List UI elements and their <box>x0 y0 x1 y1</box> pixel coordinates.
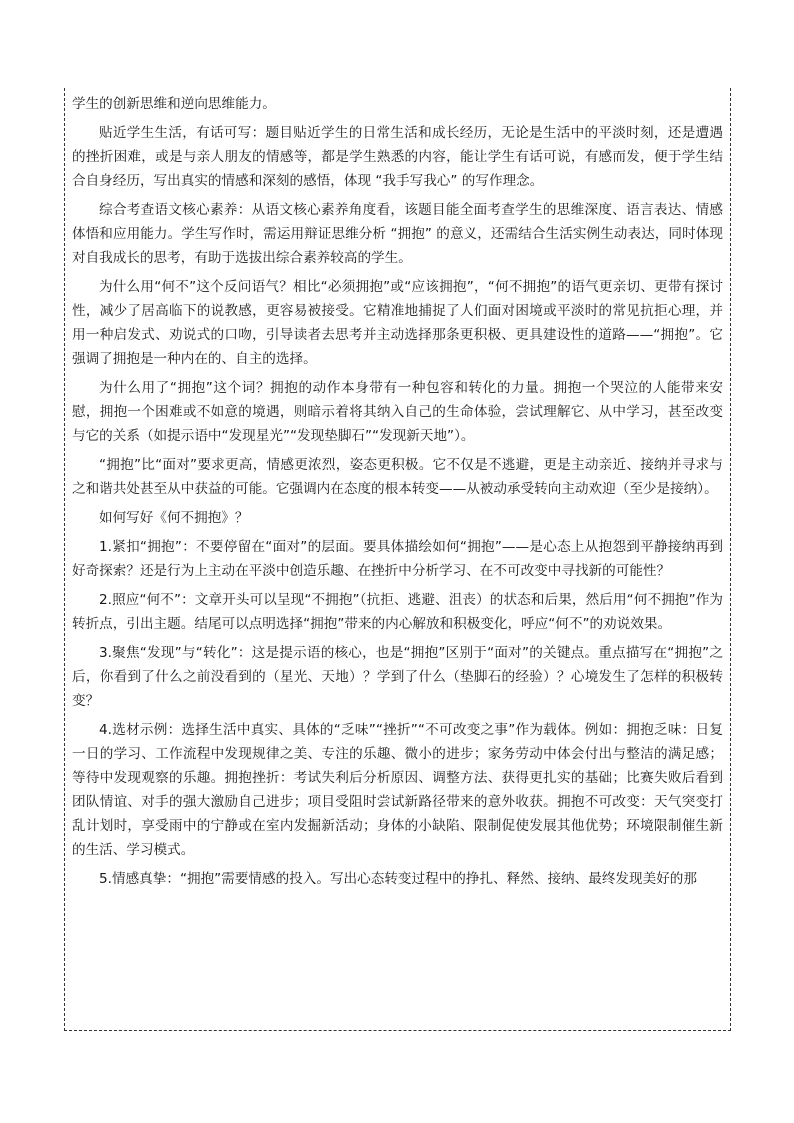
left-dashed-border <box>64 88 65 1031</box>
paragraph: 如何写好《何不拥抱》？ <box>99 510 249 526</box>
document-body <box>72 92 723 891</box>
paragraph: “拥抱”比“面对”要求更高，情感更浓烈，姿态更积极。它不仅是不逃避，更是主动亲近、接纳并寻求与之和谐共处甚至从中获益的可能。它强调内在态度的根本转变——从被动承受转向主动欢迎（至少是接纳）。 <box>72 457 723 497</box>
paragraph: 5.情感真挚：“拥抱”需要情感的投入。写出心态转变过程中的挣扎、释然、接纳、最终发现美好的那 <box>99 871 697 887</box>
paragraph: 3.聚焦“发现”与“转化”：这是提示语的核心，也是“拥抱”区别于“面对”的关键点。重点描写在“拥抱”之后，你看到了什么之前没看到的（星光、天地）？学到了什么（垫脚石的经验）？心境发生了怎样的积极转变？ <box>72 645 723 709</box>
paragraph: 1.紧扣“拥抱”：不要停留在“面对”的层面。要具体描绘如何“拥抱”——是心态上从抱怨到平静接纳再到好奇探索？还是行为上主动在平淡中创造乐趣、在挫折中分析学习、在不可改变中寻找新的可能性？ <box>72 539 723 579</box>
paragraph: 2.照应“何不”：文章开头可以呈现“不拥抱”（抗拒、逃避、沮丧）的状态和后果，然后用“何不拥抱”作为转折点，引出主题。结尾可以点明选择“拥抱”带来的内心解放和积极变化，呼应“何不”的劝说效果。 <box>72 592 723 632</box>
right-dashed-border <box>730 88 731 1031</box>
paragraph: 4.选材示例：选择生活中真实、具体的“乏味”“挫折”“不可改变之事”作为载体。例如：拥抱乏味：日复一日的学习、工作流程中发现规律之美、专注的乐趣、微小的进步；家务劳动中体会付出与整洁的满足感；等待中发现观察的乐趣。拥抱挫折：考试失利后分析原因、调整方法、获得更扎实的基础；比赛失败后看到团队情谊、对手的强大激励自己进步；项目受阻时尝试新路径带来的意外收获。拥抱不可改变：天气突变打乱计划时，享受雨中的宁静或在室内发掘新活动；身体的小缺陷、限制促使发展其他优势；环境限制催生新的生活、学习模式。 <box>72 722 723 858</box>
paragraph: 学生的创新思维和逆向思维能力。 <box>72 96 276 112</box>
paragraph: 为什么用“何不”这个反问语气？相比“必须拥抱”或“应该拥抱”，“何不拥抱”的语气更亲切、更带有探讨性，减少了居高临下的说教感，更容易被接受。它精准地捕捉了人们面对困境或平淡时的常见抗拒心理，并用一种启发式、劝说式的口吻，引导读者去思考并主动选择那条更积极、更具建设性的道路——“拥抱”。它强调了拥抱是一种内在的、自主的选择。 <box>72 279 723 367</box>
paragraph: 为什么用了“拥抱”这个词？拥抱的动作本身带有一种包容和转化的力量。拥抱一个哭泣的人能带来安慰，拥抱一个困难或不如意的境遇，则暗示着将其纳入自己的生命体验，尝试理解它、从中学习，甚至改变与它的关系（如提示语中“发现星光”“发现垫脚石”“发现新天地”）。 <box>72 380 723 444</box>
paragraph: 贴近学生生活，有话可写：题目贴近学生的日常生活和成长经历，无论是生活中的平淡时刻，还是遭遇的挫折困难，或是与亲人朋友的情感等，都是学生熟悉的内容，能让学生有话可说，有感而发，便于学生结合自身经历，写出真实的情感和深刻的感悟，体现 “我手写我心” 的写作理念。 <box>72 125 723 189</box>
paragraph: 综合考查语文核心素养：从语文核心素养角度看，该题目能全面考查学生的思维深度、语言表达、情感体悟和应用能力。学生写作时，需运用辩证思维分析 “拥抱” 的意义，还需结合生活实例生动表达，同时体现对自我成长的思考，有助于选拔出综合素养较高的学生。 <box>72 202 723 266</box>
page-frame <box>64 88 731 1031</box>
bottom-dashed-border <box>64 1030 731 1031</box>
